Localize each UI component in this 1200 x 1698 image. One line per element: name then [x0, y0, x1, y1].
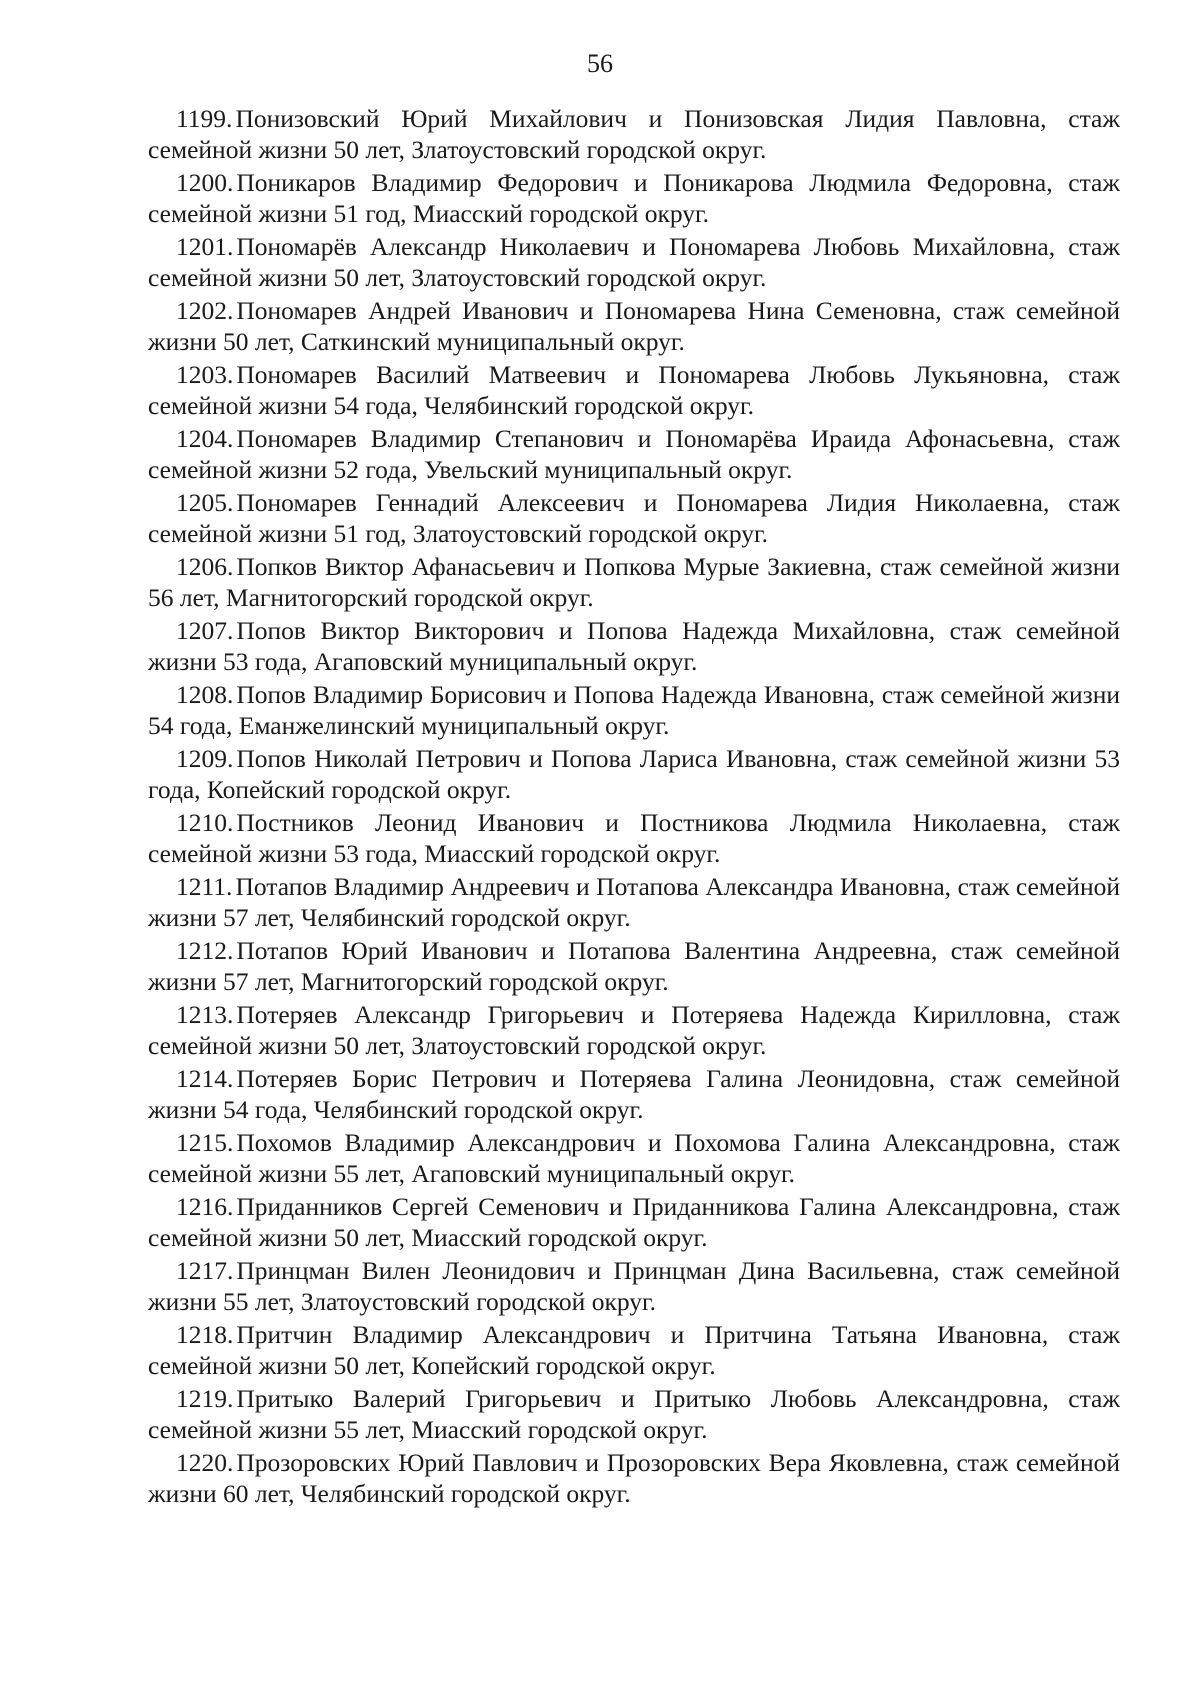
entry-text: Попов Владимир Борисович и Попова Надежда Ивановна, стаж семейной жизни 54 года, Еманжелинский муниципальный округ.: [148, 680, 1120, 741]
entry-text: Потеряев Александр Григорьевич и Потеряева Надежда Кирилловна, стаж семейной жизни 50 лет, Златоустовский городской округ.: [148, 1000, 1120, 1061]
entry-number: 1201.: [176, 232, 234, 261]
list-item: [148, 231, 1120, 293]
entry-number: 1208.: [176, 680, 234, 709]
list-item: [148, 999, 1120, 1061]
entry-text: Попов Николай Петрович и Попова Лариса Ивановна, стаж семейной жизни 53 года, Копейский городской округ.: [148, 744, 1120, 805]
entry-text: Прозоровских Юрий Павлович и Прозоровских Вера Яковлевна, стаж семейной жизни 60 лет, Челябинский городской округ.: [148, 1448, 1120, 1509]
entry-number: 1218.: [176, 1320, 234, 1349]
entry-number: 1203.: [176, 360, 234, 389]
list-item: [148, 1127, 1120, 1189]
entry-text: Притыко Валерий Григорьевич и Притыко Любовь Александровна, стаж семейной жизни 55 лет, Миасский городской округ.: [148, 1384, 1120, 1445]
entry-number: 1217.: [176, 1256, 234, 1285]
list-item: [148, 1319, 1120, 1381]
list-item: [148, 935, 1120, 997]
list-item: [148, 743, 1120, 805]
list-item: [148, 423, 1120, 485]
entry-text: Попов Виктор Викторович и Попова Надежда Михайловна, стаж семейной жизни 53 года, Агаповский муниципальный округ.: [148, 616, 1120, 677]
entry-number: 1213.: [176, 1000, 234, 1029]
entry-number: 1205.: [176, 488, 234, 517]
list-item: [148, 487, 1120, 549]
list-item: [148, 871, 1120, 933]
entry-text: Пономарев Владимир Степанович и Пономарёва Ираида Афонасьевна, стаж семейной жизни 52 года, Увельский муниципальный округ.: [148, 424, 1120, 485]
list-item: [148, 359, 1120, 421]
entry-number: 1216.: [176, 1192, 234, 1221]
entry-text: Потапов Владимир Андреевич и Потапова Александра Ивановна, стаж семейной жизни 57 лет, Челябинский городской округ.: [148, 872, 1120, 933]
list-item: [148, 1191, 1120, 1253]
entry-number: 1214.: [176, 1064, 234, 1093]
entry-number: 1210.: [176, 808, 234, 837]
entry-text: Принцман Вилен Леонидович и Принцман Дина Васильевна, стаж семейной жизни 55 лет, Златоустовский городской округ.: [148, 1256, 1120, 1317]
entry-number: 1209.: [176, 744, 234, 773]
entry-number: 1212.: [176, 936, 234, 965]
entry-text: Пономарёв Александр Николаевич и Пономарева Любовь Михайловна, стаж семейной жизни 50 лет, Златоустовский городской округ.: [148, 232, 1120, 293]
entry-number: 1200.: [176, 168, 234, 197]
entry-number: 1215.: [176, 1128, 234, 1157]
list-item: [148, 679, 1120, 741]
entry-number: 1211.: [176, 872, 233, 901]
entry-text: Притчин Владимир Александрович и Притчина Татьяна Ивановна, стаж семейной жизни 50 лет, Копейский городской округ.: [148, 1320, 1120, 1381]
list-item: [148, 807, 1120, 869]
entry-number: 1204.: [176, 424, 234, 453]
entry-text: Потапов Юрий Иванович и Потапова Валентина Андреевна, стаж семейной жизни 57 лет, Магнитогорский городской округ.: [148, 936, 1120, 997]
list-item: [148, 167, 1120, 229]
list-item: [148, 1447, 1120, 1509]
entry-number: 1206.: [176, 552, 234, 581]
list-item: [148, 1255, 1120, 1317]
entry-text: Поникаров Владимир Федорович и Поникарова Людмила Федоровна, стаж семейной жизни 51 год, Миасский городской округ.: [148, 168, 1120, 229]
page-number: 56: [587, 49, 613, 78]
entry-text: Попков Виктор Афанасьевич и Попкова Мурые Закиевна, стаж семейной жизни 56 лет, Магнитогорский городской округ.: [148, 552, 1120, 613]
entry-text: Приданников Сергей Семенович и Приданникова Галина Александровна, стаж семейной жизни 50 лет, Миасский городской округ.: [148, 1192, 1120, 1253]
list-item: [148, 1063, 1120, 1125]
entry-text: Похомов Владимир Александрович и Похомова Галина Александровна, стаж семейной жизни 55 лет, Агаповский муниципальный округ.: [148, 1128, 1120, 1189]
entry-number: 1220.: [176, 1448, 234, 1477]
list-item: [148, 295, 1120, 357]
entry-text: Пономарев Андрей Иванович и Пономарева Нина Семеновна, стаж семейной жизни 50 лет, Саткинский муниципальный округ.: [148, 296, 1120, 357]
entry-text: Постников Леонид Иванович и Постникова Людмила Николаевна, стаж семейной жизни 53 года, Миасский городской округ.: [148, 808, 1120, 869]
entry-number: 1199.: [176, 104, 233, 133]
list-item: [148, 103, 1120, 165]
entry-text: Понизовский Юрий Михайлович и Понизовская Лидия Павловна, стаж семейной жизни 50 лет, Златоустовский городской округ.: [148, 104, 1120, 165]
list-item: [148, 1383, 1120, 1445]
entry-number: 1202.: [176, 296, 234, 325]
entry-text: Потеряев Борис Петрович и Потеряева Галина Леонидовна, стаж семейной жизни 54 года, Челябинский городской округ.: [148, 1064, 1120, 1125]
entry-number: 1219.: [176, 1384, 234, 1413]
list-item: [148, 615, 1120, 677]
entry-list: [148, 103, 1120, 1511]
list-item: [148, 551, 1120, 613]
entry-text: Пономарев Василий Матвеевич и Пономарева Любовь Лукьяновна, стаж семейной жизни 54 года, Челябинский городской округ.: [148, 360, 1120, 421]
entry-text: Пономарев Геннадий Алексеевич и Пономарева Лидия Николаевна, стаж семейной жизни 51 год, Златоустовский городской округ.: [148, 488, 1120, 549]
entry-number: 1207.: [176, 616, 234, 645]
